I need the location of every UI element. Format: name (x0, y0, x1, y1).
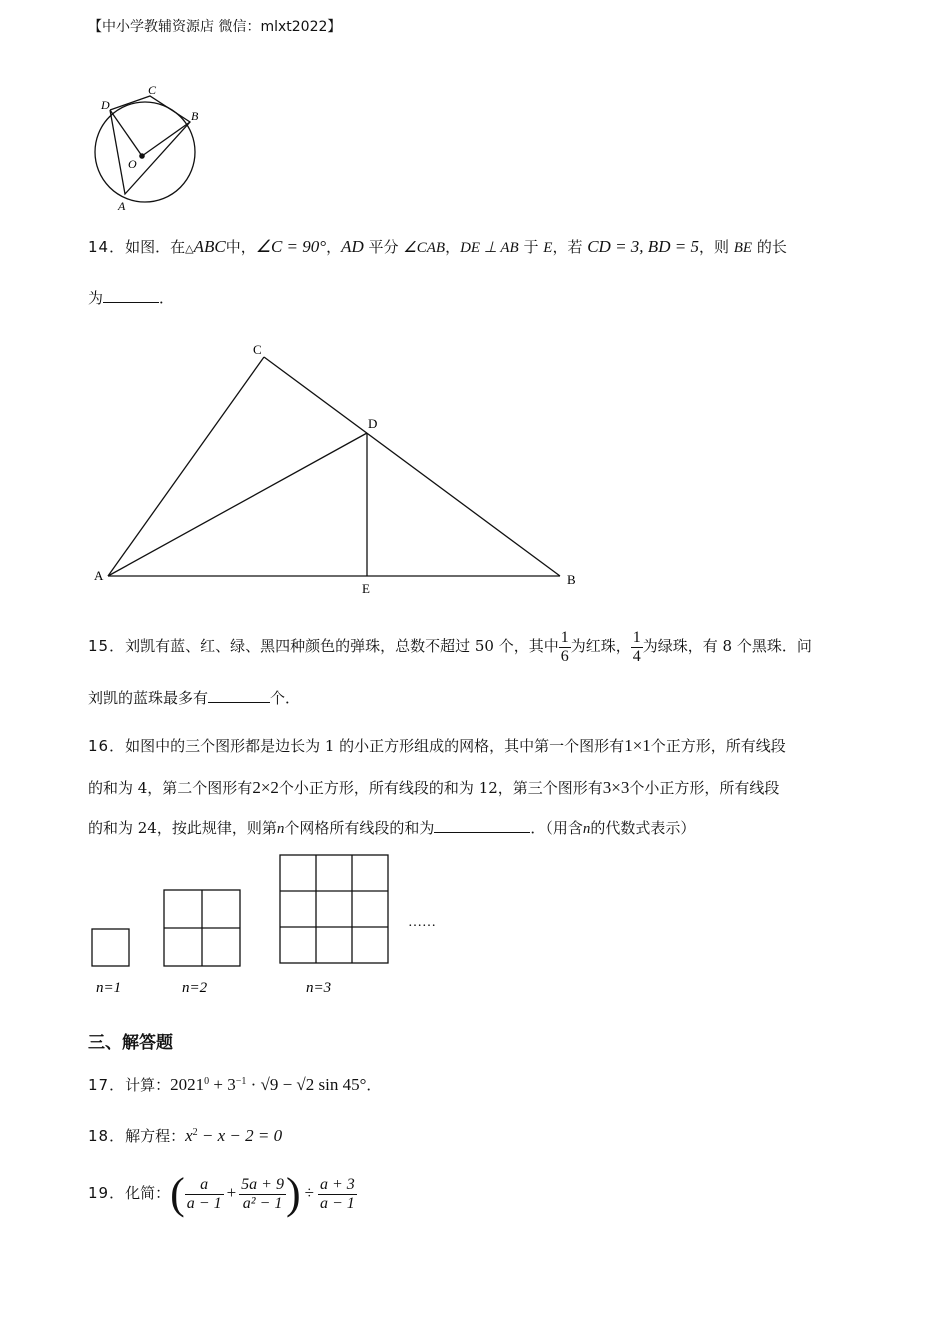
segment-do (110, 110, 142, 156)
question-15: 15．刘凯有蓝、红、绿、黑四种颜色的弹珠，总数不超过 50 个，其中 $\frac{1}{6}$ 为红珠， $\frac{1}{4}$ 为绿珠，有 8 个黑珠．问 (88, 628, 812, 665)
quad-abcd (110, 96, 190, 194)
grid-n3 (280, 855, 388, 963)
label-a: A (118, 199, 126, 213)
side-cb (264, 357, 560, 576)
fraction-one-quarter: $\frac{1}{4}$ (632, 628, 641, 665)
segment-ad (108, 433, 367, 576)
q15-number: 15． (88, 637, 126, 655)
label-d: D (368, 416, 378, 431)
segment-ob (142, 122, 190, 156)
q14-number: 14． (88, 238, 126, 256)
label-d: D (101, 98, 110, 112)
question-16: 16．如图中的三个图形都是边长为 1 的小正方形组成的网格，其中第一个图形有1×1个正方形，所有线段 (88, 736, 786, 755)
center-point (139, 153, 145, 159)
circle-figure (88, 78, 208, 216)
fraction-a-plus-3: $\frac{a + 3}{a - 1}$ (319, 1175, 355, 1212)
grid-figures (88, 850, 458, 1000)
caption-n1: n=1 (96, 980, 122, 996)
answer-blank-15[interactable] (208, 688, 270, 703)
fraction-a-over-a-minus-1: $\frac{a}{a - 1}$ (186, 1175, 222, 1212)
question-17: 17．计算：$2021^0 + 3^{-1} \cdot √9 - √2$ sin 45°． (88, 1075, 382, 1094)
q16-number: 16． (88, 737, 126, 755)
fraction-5a-plus-9: $\frac{5a + 9}{\text{a² − 1}}$ (241, 1175, 284, 1212)
label-a: A (94, 568, 104, 583)
question-19: 19．化简：( $\frac{a}{a - 1}$ + $\frac{5a + 9}{\text{a² − 1}}$ ) ÷ $\frac{a + 3}{a - 1}$ (88, 1169, 355, 1218)
q17-number: 17． (88, 1076, 126, 1094)
label-o: O (128, 157, 137, 171)
grid-n2 (164, 890, 240, 966)
label-c: C (148, 83, 157, 97)
label-b: B (567, 572, 576, 587)
triangle-figure (88, 338, 588, 600)
answer-blank-14[interactable] (103, 288, 159, 303)
caption-n3: n=3 (306, 980, 332, 996)
q18-number: 18． (88, 1127, 126, 1145)
continuation-dots: …… (408, 915, 436, 930)
question-18: 18．解方程：$x^2 - x - 2 = 0$ (88, 1126, 283, 1145)
question-16-line3: 的和为 24，按此规律，则第n个网格所有线段的和为 ．（用含n的代数式表示） (88, 819, 696, 837)
answer-blank-16[interactable] (434, 818, 530, 833)
question-14: 14．如图．在△ABC中，∠C = 90°，AD 平分 ∠CAB，DE ⊥ AB 于 E，若 CD = 3, BD = 5，则 BE 的长 (88, 237, 787, 256)
label-c: C (253, 342, 262, 357)
label-e: E (362, 581, 370, 596)
grid-n1 (92, 929, 129, 966)
label-b: B (191, 109, 199, 123)
q19-number: 19． (88, 1184, 126, 1202)
section-title: 三、解答题 (88, 1033, 173, 1053)
page-header: 【中小学教辅资源店 微信：mlxt2022】 (88, 19, 342, 35)
question-14-line2: 为 ． (88, 289, 175, 307)
circle (95, 102, 195, 202)
caption-n2: n=2 (182, 980, 208, 996)
question-15-line2: 刘凯的蓝珠最多有 个． (88, 689, 301, 707)
side-ac (108, 357, 264, 576)
fraction-one-sixth: $\frac{1}{6}$ (560, 628, 569, 665)
question-16-line2: 的和为 4，第二个图形有2×2个小正方形，所有线段的和为 12，第三个图形有3×3个小正方形，所有线段 (88, 778, 780, 797)
